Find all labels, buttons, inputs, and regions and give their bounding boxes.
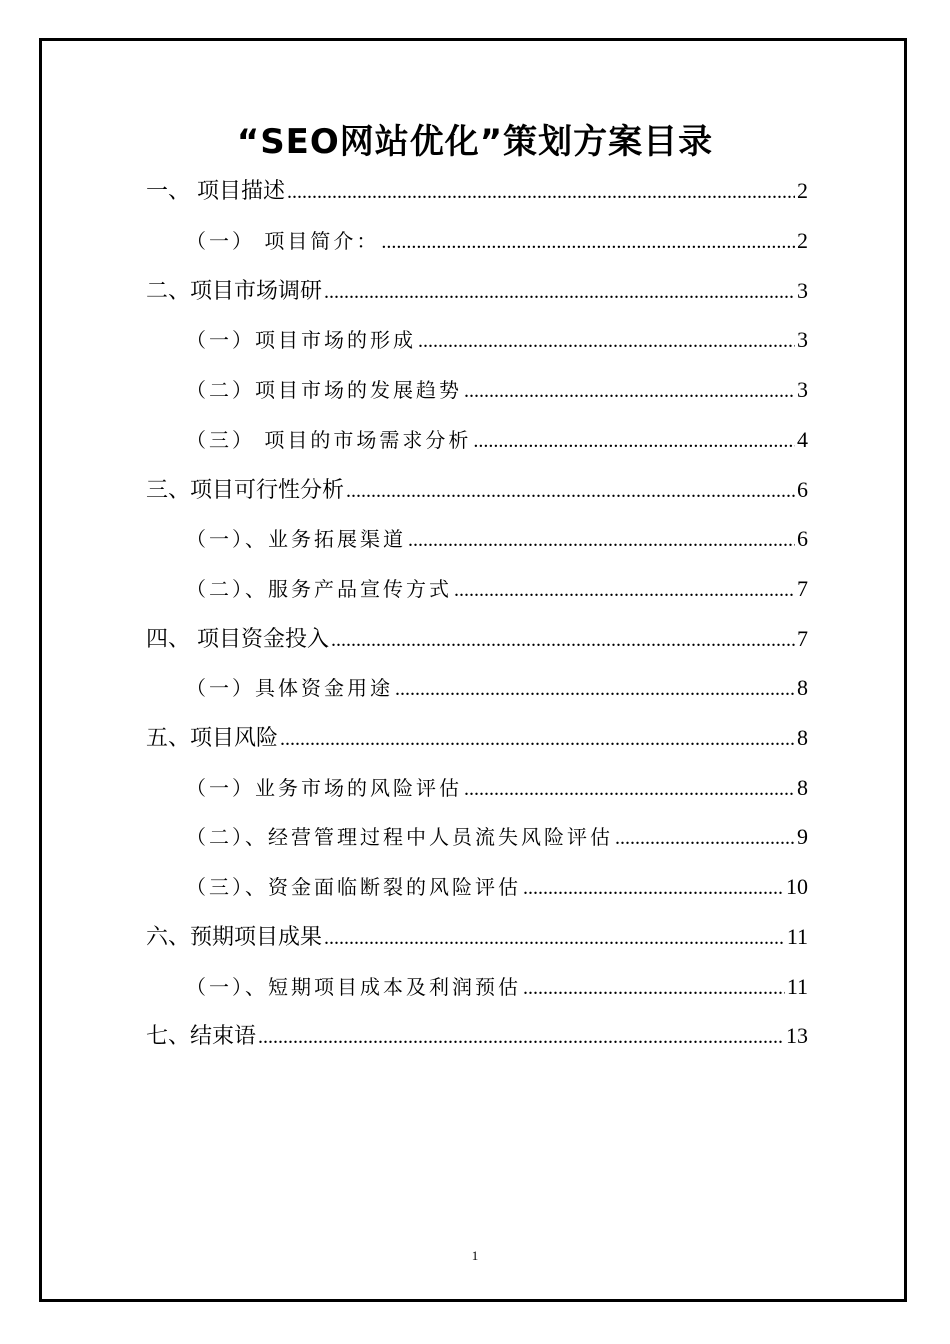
toc-entry-page: 2 <box>797 178 808 203</box>
toc-entry[interactable] <box>186 820 808 854</box>
toc-leader-dots <box>280 722 795 756</box>
toc-entry[interactable] <box>186 870 808 904</box>
toc-entry-label: （二）、经营管理过程中人员流失风险评估 <box>186 825 613 849</box>
toc-entry[interactable] <box>146 622 808 656</box>
toc-entry-page: 3 <box>797 278 808 303</box>
toc-entry-page: 2 <box>797 228 808 253</box>
toc-entry[interactable] <box>186 423 808 457</box>
toc-entry-label: 六、预期项目成果 <box>146 925 323 950</box>
toc-leader-dots <box>464 374 795 408</box>
document-title: “SEO网站优化”策划方案目录 <box>236 122 714 162</box>
toc-leader-dots <box>464 772 795 806</box>
toc-entry-label: （一） 项目简介： <box>186 229 380 253</box>
toc-entry[interactable] <box>146 174 808 208</box>
toc-leader-dots <box>324 921 785 955</box>
toc-entry-page: 11 <box>786 974 808 999</box>
toc-entry-page: 6 <box>797 526 808 551</box>
toc-entry[interactable] <box>186 522 808 556</box>
toc-entry[interactable] <box>186 323 808 357</box>
toc-entry[interactable] <box>186 671 808 705</box>
toc-entry[interactable] <box>146 920 808 954</box>
toc-entry-page: 3 <box>797 327 808 352</box>
toc-entry[interactable] <box>186 970 808 1004</box>
toc-entry-page: 7 <box>797 576 808 601</box>
toc-entry[interactable] <box>186 373 808 407</box>
toc-entry-label: 三、项目可行性分析 <box>146 478 345 503</box>
toc-entry-label: （三）、资金面临断裂的风险评估 <box>186 875 521 899</box>
toc-entry-page: 11 <box>786 924 808 949</box>
toc-leader-dots <box>287 175 795 209</box>
toc-leader-dots <box>418 324 795 358</box>
toc-entry-label: 五、项目风险 <box>146 726 279 751</box>
toc-entry[interactable] <box>146 721 808 755</box>
toc-leader-dots <box>523 871 784 905</box>
footer-page-number: 1 <box>471 1248 479 1263</box>
toc-entry-label: （三） 项目的市场需求分析 <box>186 428 472 452</box>
toc-leader-dots <box>523 971 785 1005</box>
toc-leader-dots <box>395 672 795 706</box>
toc-entry-page: 10 <box>786 874 808 899</box>
toc-leader-dots <box>381 225 795 259</box>
toc-entry-page: 7 <box>797 626 808 651</box>
toc-leader-dots <box>346 474 795 508</box>
toc-leader-dots <box>258 1020 784 1054</box>
toc-entry[interactable] <box>146 274 808 308</box>
toc-entry-page: 6 <box>797 477 808 502</box>
toc-leader-dots <box>331 623 795 657</box>
toc-entry-label: 一、 项目描述 <box>146 179 285 204</box>
toc-entry-page: 4 <box>797 427 808 452</box>
toc-entry-label: （一）业务市场的风险评估 <box>186 776 462 800</box>
toc-entry[interactable] <box>146 1019 808 1053</box>
toc-entry[interactable] <box>186 224 808 258</box>
toc-leader-dots <box>408 523 795 557</box>
toc-entry[interactable] <box>146 473 808 507</box>
toc-entry-page: 8 <box>797 725 808 750</box>
toc-entry-label: 七、结束语 <box>146 1024 257 1049</box>
toc-leader-dots <box>615 821 795 855</box>
toc-entry-label: 二、项目市场调研 <box>146 279 323 304</box>
toc-entry-label: （一）、短期项目成本及利润预估 <box>186 975 521 999</box>
toc-entry-label: （一）、业务拓展渠道 <box>186 527 406 551</box>
toc-entry-page: 3 <box>797 377 808 402</box>
toc-entry-label: （一）项目市场的形成 <box>186 328 416 352</box>
toc-entry-label: 四、 项目资金投入 <box>146 627 329 652</box>
toc-leader-dots <box>454 573 795 607</box>
toc-leader-dots <box>473 424 795 458</box>
toc-entry-label: （二）、服务产品宣传方式 <box>186 577 452 601</box>
toc-entry-label: （二）项目市场的发展趋势 <box>186 378 462 402</box>
toc-entry[interactable] <box>186 572 808 606</box>
toc-entry-page: 8 <box>797 675 808 700</box>
toc-entry-label: （一）具体资金用途 <box>186 676 393 700</box>
toc-entry-page: 9 <box>797 824 808 849</box>
toc-entry-page: 8 <box>797 775 808 800</box>
toc-entry-page: 13 <box>786 1023 808 1048</box>
toc-entry[interactable] <box>186 771 808 805</box>
toc-leader-dots <box>324 275 795 309</box>
